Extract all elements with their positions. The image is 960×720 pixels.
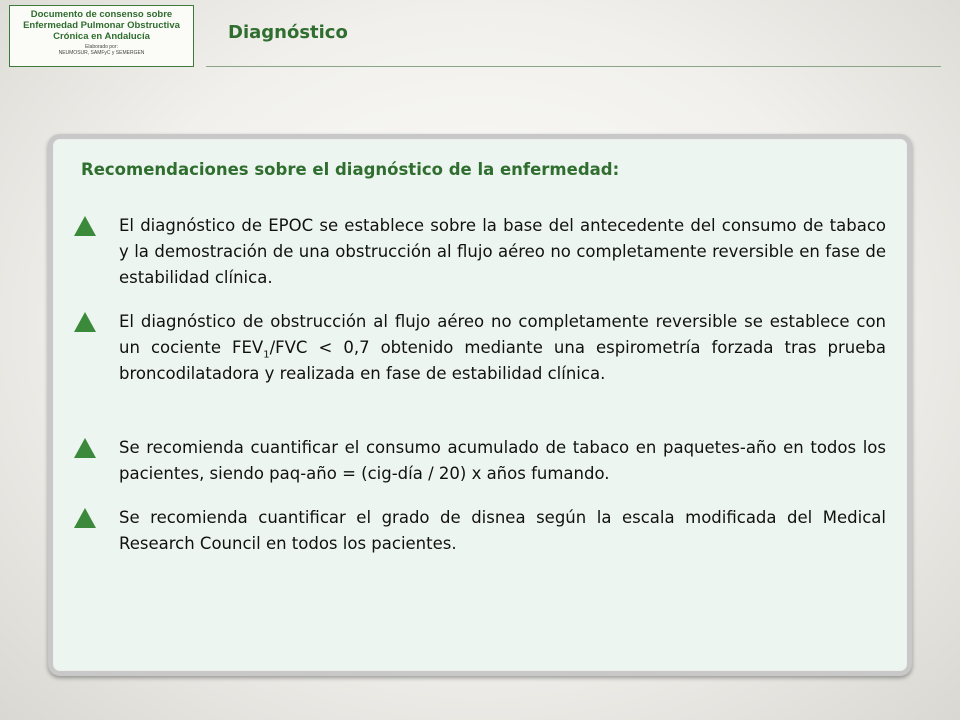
page-title: Diagnóstico [228,22,348,43]
recommendation-text: El diagnóstico de EPOC se establece sobre la base del antecedente del consumo de tabaco y la demostración de una obstrucción al flujo aéreo no completamente reversible en fase de estabilidad clínica. [119,216,886,287]
recommendation-text: Se recomienda cuantificar el consumo acumulado de tabaco en paquetes-año en todos los pacientes, siendo paq-año = (cig-día / 20) x años fumando. [119,438,886,483]
recommendation-text: Se recomienda cuantificar el grado de disnea según la escala modificada del Medical Research Council en todos los pacientes. [119,508,886,553]
recommendation-text [119,309,886,387]
card-heading: Recomendaciones sobre el diagnóstico de la enfermedad: [81,160,620,179]
logo-title-line-2: Enfermedad Pulmonar Obstructiva [23,20,180,31]
green-triangle-icon [74,216,96,236]
logo-title-line-1: Documento de consenso sobre [30,9,173,20]
recommendation-text-part: /FVC < 0,7 obtenido mediante una espirometría forzada tras prueba broncodilatadora y realizada en fase de estabilidad clínica. [119,338,886,383]
green-triangle-icon [74,312,96,332]
document-logo [9,5,194,67]
logo-credit-orgs: NEUMOSUR, SAMFyC y SEMERGEN [58,50,145,56]
green-triangle-icon [74,438,96,458]
header-divider [206,66,941,67]
logo-credit-label: Elaborado por: [85,44,118,50]
recommendation-item [70,213,886,291]
green-triangle-icon [74,508,96,528]
recommendation-text-part: El diagnóstico de obstrucción al flujo aéreo no completamente reversible se establece con un cociente FEV [119,312,886,357]
subscript: 1 [263,349,270,361]
recommendation-item [70,435,886,487]
recommendation-item [70,309,886,387]
logo-title-line-3: Crónica en Andalucía [53,31,150,42]
recommendation-item [70,505,886,557]
